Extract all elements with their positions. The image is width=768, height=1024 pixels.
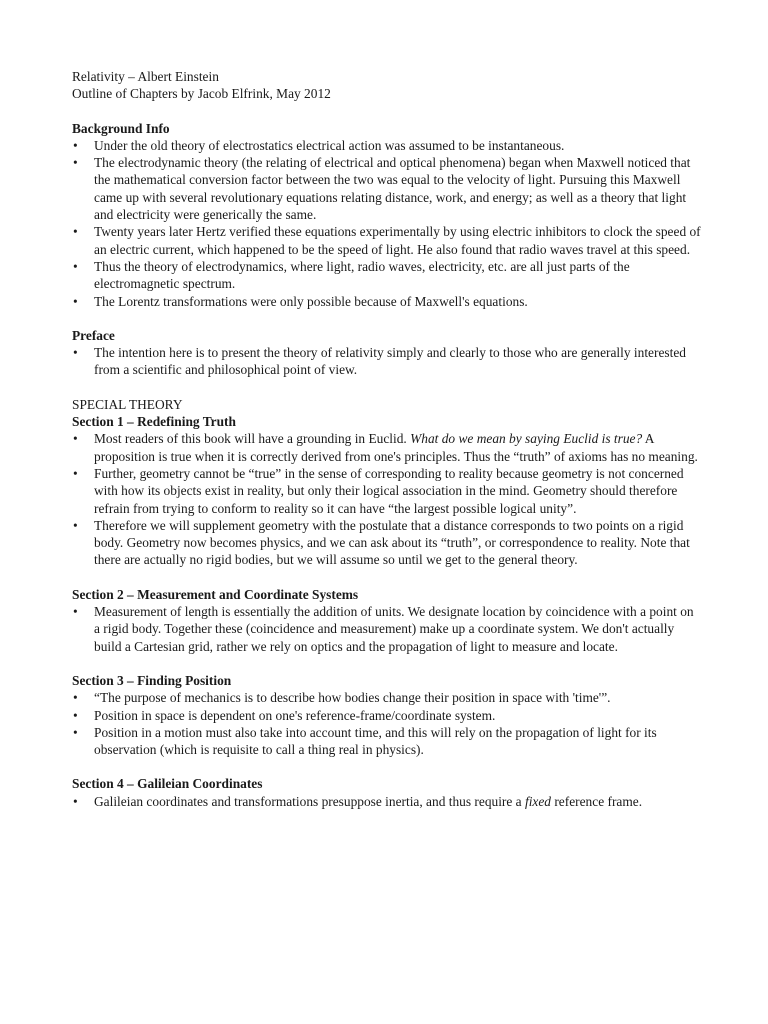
bullet-icon: • <box>73 431 78 447</box>
background-list <box>72 137 702 310</box>
list-item: • Therefore we will supplement geometry with the postulate that a distance corresponds to two points on a rigid body. Geometry now becomes physics, and we can ask about its “truth”, or correspondence to reality. Note that there are actually no rigid bodies, but we will assume so until we get to the general theory. <box>73 517 690 568</box>
bullet-icon: • <box>73 345 78 361</box>
list-item: • Under the old theory of electrostatics electrical action was assumed to be instantaneous. <box>73 137 565 153</box>
section-heading-3: Section 3 – Finding Position <box>72 672 232 688</box>
section1-list <box>72 430 702 568</box>
bullet-icon: • <box>73 293 78 309</box>
bullet-icon: • <box>73 724 78 740</box>
list-item: • Position in a motion must also take into account time, and this will rely on the propagation of light for its observation (which is requisite to call a thing real in physics). <box>73 724 657 758</box>
bullet-icon: • <box>73 137 78 153</box>
section-heading-preface: Preface <box>72 327 115 343</box>
list-item: • Position in space is dependent on one's reference-frame/coordinate system. <box>73 707 496 723</box>
list-item: • Galileian coordinates and transformations presuppose inertia, and thus require a fixed reference frame. <box>73 793 643 809</box>
section2-list <box>72 603 702 655</box>
bullet-icon: • <box>73 224 78 240</box>
bullet-icon: • <box>73 465 78 481</box>
bullet-icon: • <box>73 258 78 274</box>
bullet-icon: • <box>73 517 78 533</box>
list-item: • “The purpose of mechanics is to describe how bodies change their position in space with 'time'”. <box>73 690 611 706</box>
list-item: • Most readers of this book will have a grounding in Euclid. What do we mean by saying Euclid is true? A proposition is true when it is correctly derived from one's principles. Thus the “truth” of axioms has no meaning. <box>73 431 698 464</box>
bullet-icon: • <box>73 604 78 620</box>
list-item: • The Lorentz transformations were only possible because of Maxwell's equations. <box>73 293 528 309</box>
section-heading-1: Section 1 – Redefining Truth <box>72 414 236 430</box>
part-heading-special-theory: SPECIAL THEORY <box>72 396 183 412</box>
section-heading-2: Section 2 – Measurement and Coordinate Systems <box>72 586 359 602</box>
preface-list <box>72 344 702 379</box>
list-item: • The electrodynamic theory (the relating of electrical and optical phenomena) began when Maxwell noticed that the mathematical conversion factor between the two was equal to the velocity of light. Pursuing this Maxwell came up with several revolutionary equations relating distance, work, and energy; as well as a theory that light and electricity were generically the same. <box>73 155 691 223</box>
document-subtitle: Outline of Chapters by Jacob Elfrink, May 2012 <box>72 86 331 102</box>
section4-list <box>72 793 702 810</box>
bullet-icon: • <box>73 155 78 171</box>
list-item: • Measurement of length is essentially the addition of units. We designate location by coincidence with a point on a rigid body. Together these (coincidence and measurement) make up a coordinate system. We don't actually build a Cartesian grid, rather we rely on optics and the propagation of light to measure and locate. <box>73 604 694 654</box>
list-item: • Further, geometry cannot be “true” in the sense of corresponding to reality because geometry is not concerned with how its objects exist in reality, but only their logical association in the mind. Geometry should therefore refrain from trying to conform to reality so it can have “the largest possible logical unity”. <box>73 465 684 516</box>
bullet-icon: • <box>73 793 78 809</box>
bullet-icon: • <box>73 707 78 723</box>
bullet-icon: • <box>73 690 78 706</box>
section-heading-background: Background Info <box>72 120 170 136</box>
document-title: Relativity – Albert Einstein <box>72 69 219 84</box>
section3-list <box>72 689 702 758</box>
list-item: • Twenty years later Hertz verified these equations experimentally by using electric inhibitors to clock the speed of an electric current, which happened to be the speed of light. He also found that radio waves travel at this speed. <box>73 224 701 257</box>
section-heading-4: Section 4 – Galileian Coordinates <box>72 776 263 792</box>
list-item: • The intention here is to present the theory of relativity simply and clearly to those who are generally interested from a scientific and philosophical point of view. <box>73 345 686 378</box>
list-item: • Thus the theory of electrodynamics, where light, radio waves, electricity, etc. are all just parts of the electromagnetic spectrum. <box>73 258 630 292</box>
